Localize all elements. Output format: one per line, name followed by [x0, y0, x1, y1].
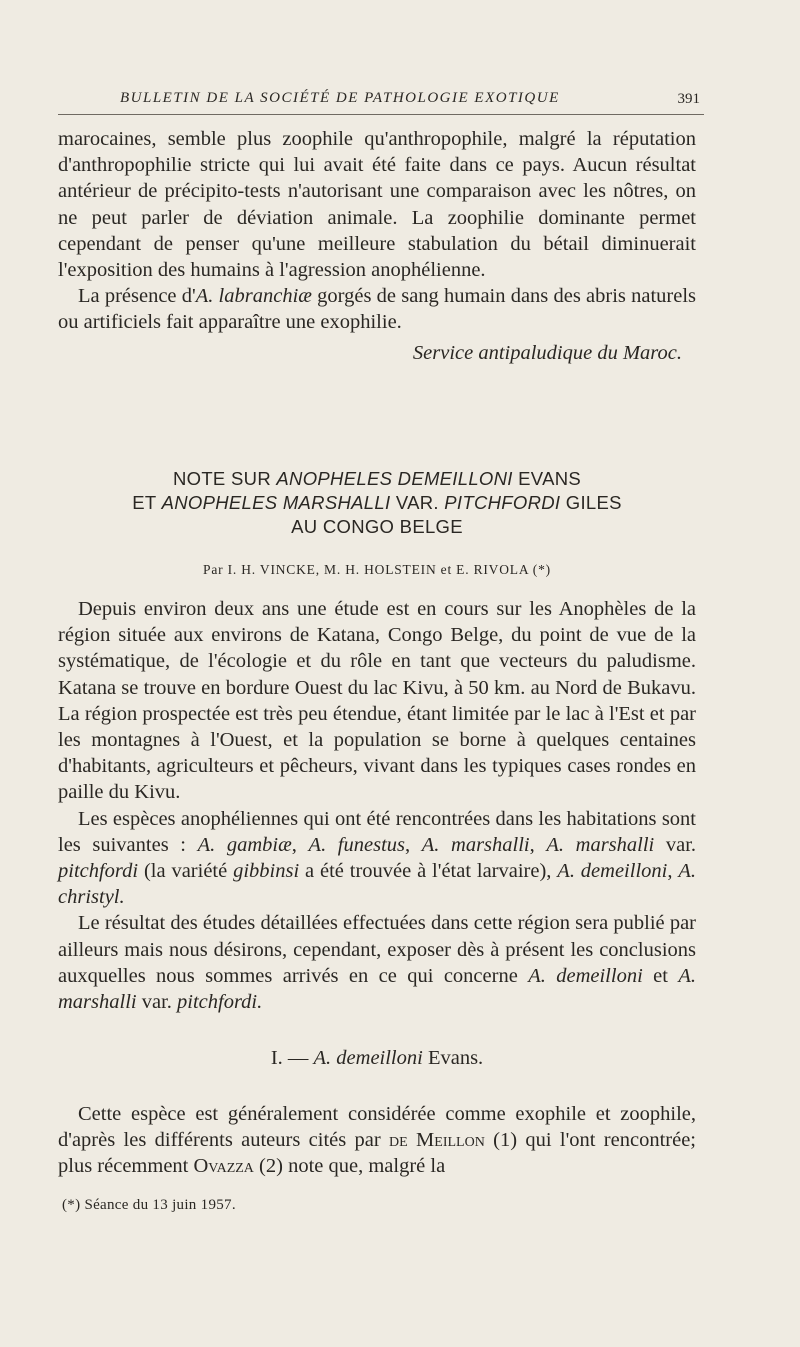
section-heading: I. — A. demeilloni Evans. — [270, 1047, 484, 1069]
title-line: AU CONGO BELGE — [291, 516, 463, 537]
page-number: 391 — [677, 91, 700, 107]
title-line: ET ANOPHELES MARSHALLI VAR. PITCHFORDI GILES — [132, 492, 622, 513]
paragraph: La présence d'A. labranchiæ gorgés de sang humain dans des abris naturels ou artificiels fait apparaître une exophilie. — [58, 285, 696, 334]
paragraph: marocaines, semble plus zoophile qu'anthropophile, malgré la réputation d'anthropophilie stricte qui lui avait été faite dans ce pays. Aucun résultat antérieur de précipito-tests n'autorisant une comparaison avec les nôtres, on ne peut parler de déviation animale. La zoophilie dominante permet cependant de penser qu'une meilleure stabulation du bétail diminuerait l'exposition des humains à l'agression anophélienne. — [58, 128, 696, 282]
article-authors: Par I. H. VINCKE, M. H. HOLSTEIN et E. RIVOLA (*) — [203, 562, 551, 577]
footnote: (*) Séance du 13 juin 1957. — [62, 1197, 236, 1213]
article-title — [58, 467, 696, 539]
paragraph: Depuis environ deux ans une étude est en cours sur les Anophèles de la région située aux environs de Katana, Congo Belge, du point de vue de la systématique, de l'écologie et du rôle en tant que vecteurs du paludisme. Katana se trouve en bordure Ouest du lac Kivu, à 50 km. au Nord de Bukavu. La région prospectée est très peu étendue, étant limitée par le lac à l'Est et par les montagnes à l'Ouest, et la population se borne à quelques centaines d'habitants, agriculteurs et pêcheurs, vivant dans les typiques cases rondes en paille du Kivu. — [58, 598, 696, 804]
paragraph: Le résultat des études détaillées effectuées dans cette région sera publié par ailleurs mais nous désirons, cependant, exposer dès à présent les conclusions auxquelles nous sommes arrivés en ce qui concerne A. demeilloni et A. marshalli var. pitchfordi. — [58, 912, 697, 1014]
article-body — [58, 596, 696, 1015]
author-affiliation: Service antipaludique du Maroc. — [412, 341, 682, 364]
paragraph: Les espèces anophéliennes qui ont été rencontrées dans les habitations sont les suivantes : A. gambiæ, A. funestus, A. marshalli, A. marshalli var. pitchfordi (la variété gibbinsi a été trouvée à l'état larvaire), A. demeilloni, A. christyl. — [58, 807, 697, 909]
title-line: NOTE SUR ANOPHELES DEMEILLONI EVANS — [172, 468, 582, 489]
section-body — [58, 1101, 696, 1180]
previous-article-ending — [58, 126, 696, 366]
journal-title: BULLETIN DE LA SOCIÉTÉ DE PATHOLOGIE EXOTIQUE — [120, 90, 560, 106]
paragraph: Cette espèce est généralement considérée comme exophile et zoophile, d'après les différents auteurs cités par de Meillon (1) qui l'ont rencontrée; plus récemment Ovazza (2) note que, malgré la — [58, 1103, 696, 1178]
running-header — [58, 90, 704, 115]
